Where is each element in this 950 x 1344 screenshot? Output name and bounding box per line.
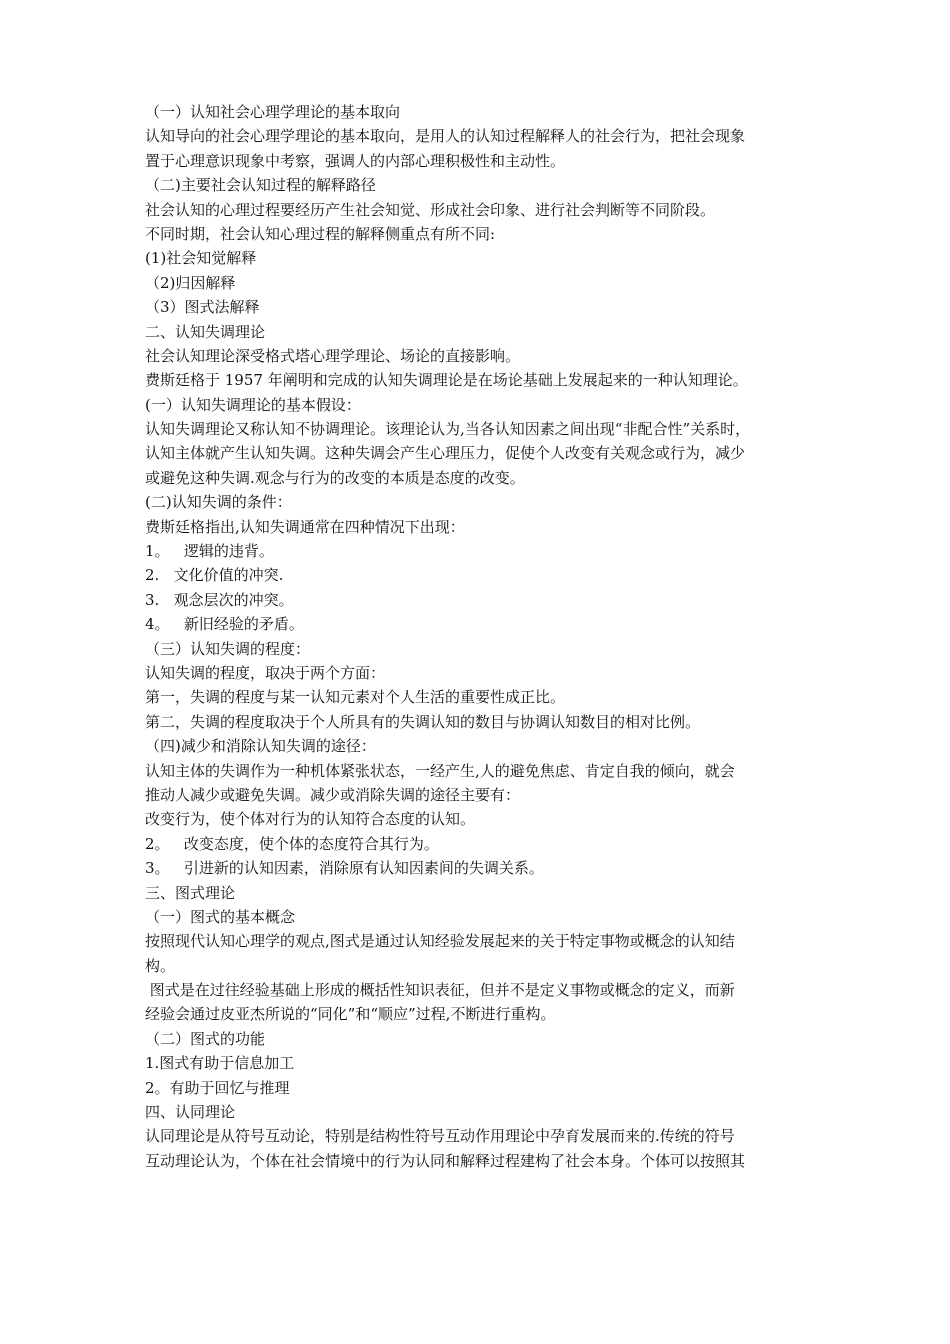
text-line: 三、图式理论 [145, 883, 236, 902]
text-line: 社会认知的心理过程要经历产生社会知觉、形成社会印象、进行社会判断等不同阶段。 [145, 200, 716, 219]
text-line: 图式是在过往经验基础上形成的概括性知识表征，但并不是定义事物或概念的定义，而新 [145, 981, 735, 1000]
text-line: 推动人减少或避免失调。减少或消除失调的途径主要有： [145, 785, 521, 804]
text-line: 1.图式有助于信息加工 [145, 1054, 295, 1073]
text-line: 置于心理意识现象中考察，强调人的内部心理积极性和主动性。 [145, 151, 566, 170]
text-line: (1)社会知觉解释 [145, 249, 257, 268]
text-line: 认知导向的社会心理学理论的基本取向，是用人的认知过程解释人的社会行为，把社会现象 [145, 127, 746, 146]
text-line: 3. 观念层次的冲突。 [145, 590, 294, 609]
text-line: 2. 文化价值的冲突. [145, 566, 284, 585]
text-line: 第一，失调的程度与某一认知元素对个人生活的重要性成正比。 [145, 688, 566, 707]
text-line: 费斯廷格指出,认知失调通常在四种情况下出现： [145, 517, 465, 536]
text-line: （3）图式法解释 [145, 298, 260, 317]
text-line: 认同理论是从符号互动论，特别是结构性符号互动作用理论中孕育发展而来的.传统的符号 [145, 1127, 735, 1146]
text-line: （2)归因解释 [145, 273, 236, 292]
text-line: （一）图式的基本概念 [145, 907, 296, 926]
text-line: （三）认知失调的程度： [145, 639, 311, 658]
text-line: 经验会通过皮亚杰所说的“同化”和“顺应”过程,不断进行重构。 [145, 1005, 556, 1024]
text-line: （二)主要社会认知过程的解释路径 [145, 176, 376, 195]
text-line: （四)减少和消除认知失调的途径： [145, 737, 376, 756]
text-line: 社会认知理论深受格式塔心理学理论、场论的直接影响。 [145, 346, 521, 365]
text-line: 构。 [145, 956, 176, 975]
text-line: 4。 新旧经验的矛盾。 [145, 615, 304, 634]
text-line: 认知主体的失调作为一种机体紧张状态，一经产生,人的避免焦虑、肯定自我的倾向，就会 [145, 761, 735, 780]
document-page [145, 100, 813, 1173]
text-line: （二）图式的功能 [145, 1029, 266, 1048]
text-line: 认知失调的程度，取决于两个方面： [145, 663, 386, 682]
text-line: (一）认知失调理论的基本假设： [145, 395, 361, 414]
text-line: 四、认同理论 [145, 1103, 236, 1122]
text-line: 费斯廷格于 1957 年阐明和完成的认知失调理论是在场论基础上发展起来的一种认知理论。 [145, 371, 748, 390]
text-line: 3。 引进新的认知因素，消除原有认知因素间的失调关系。 [145, 859, 544, 878]
text-line: 二、认知失调理论 [145, 322, 266, 341]
text-line: 改变行为，使个体对行为的认知符合态度的认知。 [145, 810, 476, 829]
text-line: (二)认知失调的条件： [145, 493, 292, 512]
text-line: 2。有助于回忆与推理 [145, 1078, 290, 1097]
text-line: 2。 改变态度，使个体的态度符合其行为。 [145, 834, 439, 853]
text-line: 或避免这种失调.观念与行为的改变的本质是态度的改变。 [145, 468, 525, 487]
text-line: 不同时期，社会认知心理过程的解释侧重点有所不同: [145, 224, 496, 243]
text-line: 按照现代认知心理学的观点,图式是通过认知经验发展起来的关于特定事物或概念的认知结 [145, 932, 735, 951]
text-line: 1。 逻辑的违背。 [145, 542, 274, 561]
text-line: 认知失调理论又称认知不协调理论。该理论认为,当各认知因素之间出现“非配合性”关系时， [145, 420, 751, 439]
text-line: （一）认知社会心理学理论的基本取向 [145, 103, 401, 121]
text-line: 第二，失调的程度取决于个人所具有的失调认知的数目与协调认知数目的相对比例。 [145, 712, 701, 731]
text-line: 认知主体就产生认知失调。这种失调会产生心理压力，促使个人改变有关观念或行为，减少 [145, 444, 746, 463]
text-line: 互动理论认为，个体在社会情境中的行为认同和解释过程建构了社会本身。个体可以按照其 [145, 1151, 746, 1170]
